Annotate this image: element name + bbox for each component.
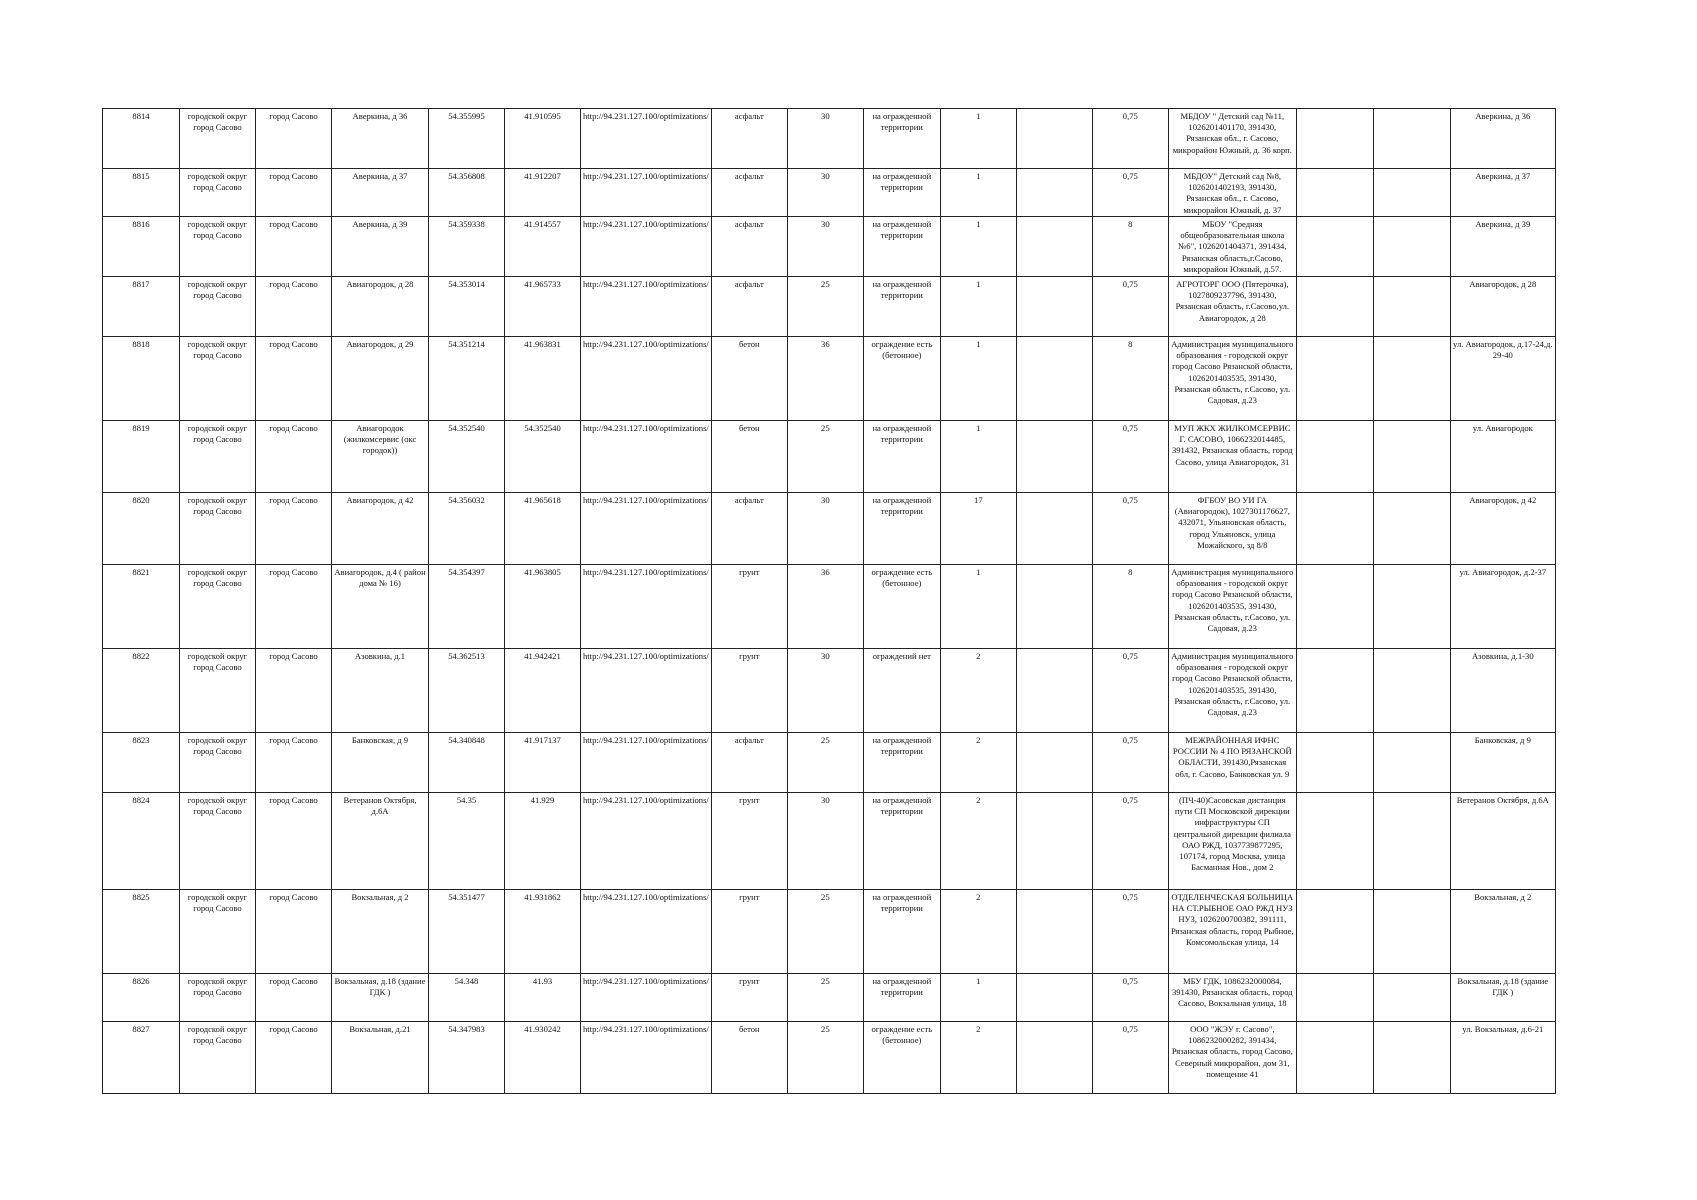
cell-surface: асфальт [711, 733, 787, 793]
cell-empty [1296, 649, 1373, 733]
cell-url: http://94.231.127.100/optimizations/ [581, 733, 712, 793]
table-row [103, 793, 1556, 890]
cell-waste-source: Ветеранов Октября, д.6А [1450, 793, 1555, 890]
cell-area: 25 [787, 974, 863, 1022]
cell-number: 8821 [103, 565, 180, 649]
cell-area: 30 [787, 649, 863, 733]
cell-empty [1296, 109, 1373, 169]
cell-url: http://94.231.127.100/optimizations/ [581, 649, 712, 733]
cell-city: город Сасово [256, 493, 332, 565]
cell-city: город Сасово [256, 733, 332, 793]
cell-latitude: 54.356032 [429, 493, 505, 565]
cell-volume: 0,75 [1092, 109, 1168, 169]
cell-area: 25 [787, 277, 863, 337]
cell-fence: на огражденной территории [863, 974, 940, 1022]
cell-number: 8817 [103, 277, 180, 337]
cell-number: 8822 [103, 649, 180, 733]
cell-empty [1016, 974, 1092, 1022]
cell-empty [1016, 1022, 1092, 1094]
cell-city: город Сасово [256, 277, 332, 337]
cell-container-count: 1 [940, 421, 1016, 493]
cell-latitude: 54.355995 [429, 109, 505, 169]
cell-empty [1016, 109, 1092, 169]
cell-fence: ограждение есть (бетонное) [863, 565, 940, 649]
cell-okrug: городской округ город Сасово [180, 565, 256, 649]
cell-waste-source: Авиагородок, д 28 [1450, 277, 1555, 337]
cell-address: Аверкина, д 39 [332, 217, 429, 277]
cell-empty [1373, 1022, 1450, 1094]
cell-latitude: 54.347983 [429, 1022, 505, 1094]
cell-container-count: 1 [940, 217, 1016, 277]
cell-city: город Сасово [256, 565, 332, 649]
cell-volume: 0,75 [1092, 733, 1168, 793]
cell-waste-source: Аверкина, д 39 [1450, 217, 1555, 277]
cell-number: 8815 [103, 169, 180, 217]
cell-empty [1296, 493, 1373, 565]
cell-empty [1296, 337, 1373, 421]
cell-latitude: 54.35 [429, 793, 505, 890]
cell-address: Ветеранов Октября, д.6А [332, 793, 429, 890]
cell-city: город Сасово [256, 649, 332, 733]
cell-fence: на огражденной территории [863, 493, 940, 565]
cell-waste-source: ул. Вокзальная, д.6-21 [1450, 1022, 1555, 1094]
cell-number: 8818 [103, 337, 180, 421]
cell-okrug: городской округ город Сасово [180, 421, 256, 493]
cell-empty [1016, 493, 1092, 565]
cell-address: Вокзальная, д 2 [332, 890, 429, 974]
cell-address: Азовкина, д.1 [332, 649, 429, 733]
cell-longitude: 41.965733 [505, 277, 581, 337]
cell-city: город Сасово [256, 974, 332, 1022]
cell-fence: ограждение есть (бетонное) [863, 337, 940, 421]
cell-surface: асфальт [711, 493, 787, 565]
cell-empty [1296, 217, 1373, 277]
table-body [103, 109, 1556, 1094]
cell-volume: 0,75 [1092, 277, 1168, 337]
cell-owner: Администрация муниципального образования - городской округ город Сасово Рязанской области, 1026201403535, 391430, Рязанская область, г.Сасово, ул. Садовая, д.23 [1168, 565, 1296, 649]
cell-empty [1373, 890, 1450, 974]
cell-waste-source: ул. Авиагородок [1450, 421, 1555, 493]
cell-longitude: 41.910595 [505, 109, 581, 169]
cell-latitude: 54.348 [429, 974, 505, 1022]
cell-owner: МБДОУ " Детский сад №11, 1026201401170, 391430, Рязанская обл., г. Сасово, микрорайон Южный, д. 36 корп. [1168, 109, 1296, 169]
cell-empty [1016, 565, 1092, 649]
cell-empty [1296, 974, 1373, 1022]
cell-fence: на огражденной территории [863, 169, 940, 217]
cell-empty [1016, 649, 1092, 733]
cell-owner: Администрация муниципального образования - городской округ город Сасово Рязанской области, 1026201403535, 391430, Рязанская область, г.Сасово, ул. Садовая, д.23 [1168, 337, 1296, 421]
cell-url: http://94.231.127.100/optimizations/ [581, 217, 712, 277]
cell-surface: асфальт [711, 217, 787, 277]
table-row [103, 733, 1556, 793]
cell-number: 8819 [103, 421, 180, 493]
cell-waste-source: ул. Авиагородок, д.2-37 [1450, 565, 1555, 649]
cell-city: город Сасово [256, 421, 332, 493]
cell-area: 25 [787, 1022, 863, 1094]
cell-waste-source: Аверкина, д 36 [1450, 109, 1555, 169]
cell-area: 30 [787, 793, 863, 890]
cell-fence: на огражденной территории [863, 217, 940, 277]
cell-longitude: 41.929 [505, 793, 581, 890]
cell-volume: 8 [1092, 337, 1168, 421]
cell-empty [1296, 733, 1373, 793]
cell-fence: на огражденной территории [863, 793, 940, 890]
cell-empty [1373, 217, 1450, 277]
cell-empty [1373, 733, 1450, 793]
cell-number: 8826 [103, 974, 180, 1022]
cell-volume: 0,75 [1092, 974, 1168, 1022]
cell-empty [1016, 890, 1092, 974]
cell-volume: 0,75 [1092, 649, 1168, 733]
cell-empty [1296, 277, 1373, 337]
cell-okrug: городской округ город Сасово [180, 890, 256, 974]
cell-container-count: 1 [940, 974, 1016, 1022]
cell-empty [1016, 421, 1092, 493]
cell-empty [1373, 277, 1450, 337]
cell-address: Авиагородок, д.4 ( район дома № 16) [332, 565, 429, 649]
cell-waste-source: ул. Авиагородок, д.17-24,д. 29-40 [1450, 337, 1555, 421]
cell-address: Аверкина, д 36 [332, 109, 429, 169]
cell-url: http://94.231.127.100/optimizations/ [581, 565, 712, 649]
cell-area: 30 [787, 493, 863, 565]
table-row [103, 890, 1556, 974]
cell-url: http://94.231.127.100/optimizations/ [581, 974, 712, 1022]
cell-okrug: городской округ город Сасово [180, 217, 256, 277]
cell-area: 30 [787, 109, 863, 169]
cell-volume: 0,75 [1092, 421, 1168, 493]
cell-waste-source: Азовкина, д.1-30 [1450, 649, 1555, 733]
cell-owner: АГРОТОРГ ООО (Пятерочка), 1027809237796, 391430, Рязанская область, г.Сасово,ул. Авиагородок, д 28 [1168, 277, 1296, 337]
cell-container-count: 1 [940, 109, 1016, 169]
cell-empty [1373, 974, 1450, 1022]
cell-okrug: городской округ город Сасово [180, 493, 256, 565]
cell-number: 8814 [103, 109, 180, 169]
cell-number: 8825 [103, 890, 180, 974]
cell-owner: МЕЖРАЙОННАЯ ИФНС РОССИИ № 4 ПО РЯЗАНСКОЙ ОБЛАСТИ, 391430,Рязанская обл, г. Сасово, Банковская ул. 9 [1168, 733, 1296, 793]
cell-container-count: 2 [940, 793, 1016, 890]
registry-table [102, 108, 1556, 1094]
cell-container-count: 2 [940, 890, 1016, 974]
cell-volume: 8 [1092, 565, 1168, 649]
cell-empty [1373, 109, 1450, 169]
cell-city: город Сасово [256, 890, 332, 974]
cell-area: 36 [787, 337, 863, 421]
cell-container-count: 2 [940, 733, 1016, 793]
cell-fence: ограждение есть (бетонное) [863, 1022, 940, 1094]
cell-number: 8824 [103, 793, 180, 890]
cell-longitude: 41.930242 [505, 1022, 581, 1094]
cell-okrug: городской округ город Сасово [180, 337, 256, 421]
table-row [103, 109, 1556, 169]
cell-surface: грунт [711, 565, 787, 649]
cell-waste-source: Банковская, д 9 [1450, 733, 1555, 793]
cell-fence: ограждений нет [863, 649, 940, 733]
cell-surface: бетон [711, 421, 787, 493]
cell-latitude: 54.362513 [429, 649, 505, 733]
table-row [103, 974, 1556, 1022]
cell-owner: (ПЧ-40)Сасовская дистанция пути СП Московской дирекции инфраструктуры СП центральной дирекции филиала ОАО РЖД, 1037739877295, 107174, город Москва, улица Басманная Нов., дом 2 [1168, 793, 1296, 890]
cell-latitude: 54.340848 [429, 733, 505, 793]
table-row [103, 649, 1556, 733]
cell-surface: бетон [711, 337, 787, 421]
cell-empty [1016, 337, 1092, 421]
cell-okrug: городской округ город Сасово [180, 793, 256, 890]
cell-latitude: 54.353014 [429, 277, 505, 337]
cell-latitude: 54.354397 [429, 565, 505, 649]
cell-area: 25 [787, 421, 863, 493]
cell-owner: МБОУ "Средняя общеобразовательная школа №6", 1026201404371, 391434, Рязанская область,г.Сасово, микрорайон Южный, д.57. [1168, 217, 1296, 277]
cell-address: Авиагородок (жилкомсервис (окс городок)) [332, 421, 429, 493]
cell-longitude: 41.931862 [505, 890, 581, 974]
cell-fence: на огражденной территории [863, 890, 940, 974]
table-row [103, 493, 1556, 565]
cell-number: 8820 [103, 493, 180, 565]
cell-surface: асфальт [711, 277, 787, 337]
cell-container-count: 2 [940, 1022, 1016, 1094]
cell-surface: грунт [711, 649, 787, 733]
cell-latitude: 54.351214 [429, 337, 505, 421]
cell-latitude: 54.351477 [429, 890, 505, 974]
cell-empty [1373, 565, 1450, 649]
cell-waste-source: Аверкина, д 37 [1450, 169, 1555, 217]
cell-volume: 8 [1092, 217, 1168, 277]
cell-latitude: 54.359338 [429, 217, 505, 277]
cell-empty [1296, 169, 1373, 217]
cell-empty [1373, 337, 1450, 421]
cell-url: http://94.231.127.100/optimizations/ [581, 277, 712, 337]
cell-address: Вокзальная, д.18 (здание ГДК ) [332, 974, 429, 1022]
cell-url: http://94.231.127.100/optimizations/ [581, 493, 712, 565]
cell-empty [1016, 217, 1092, 277]
cell-empty [1296, 793, 1373, 890]
cell-fence: на огражденной территории [863, 277, 940, 337]
cell-okrug: городской округ город Сасово [180, 733, 256, 793]
cell-container-count: 1 [940, 169, 1016, 217]
cell-empty [1373, 649, 1450, 733]
table-row [103, 169, 1556, 217]
cell-volume: 0,75 [1092, 793, 1168, 890]
cell-latitude: 54.356808 [429, 169, 505, 217]
table-row [103, 217, 1556, 277]
cell-waste-source: Вокзальная, д 2 [1450, 890, 1555, 974]
cell-longitude: 41.93 [505, 974, 581, 1022]
cell-latitude: 54.352540 [429, 421, 505, 493]
cell-waste-source: Вокзальная, д.18 (здание ГДК ) [1450, 974, 1555, 1022]
cell-address: Банковская, д 9 [332, 733, 429, 793]
cell-number: 8823 [103, 733, 180, 793]
cell-address: Авиагородок, д 42 [332, 493, 429, 565]
cell-longitude: 41.914557 [505, 217, 581, 277]
cell-address: Авиагородок, д 29 [332, 337, 429, 421]
cell-volume: 0,75 [1092, 169, 1168, 217]
cell-city: город Сасово [256, 793, 332, 890]
cell-url: http://94.231.127.100/optimizations/ [581, 337, 712, 421]
cell-surface: бетон [711, 1022, 787, 1094]
cell-okrug: городской округ город Сасово [180, 974, 256, 1022]
cell-volume: 0,75 [1092, 1022, 1168, 1094]
cell-empty [1296, 890, 1373, 974]
cell-url: http://94.231.127.100/optimizations/ [581, 421, 712, 493]
cell-volume: 0,75 [1092, 890, 1168, 974]
cell-number: 8816 [103, 217, 180, 277]
cell-url: http://94.231.127.100/optimizations/ [581, 109, 712, 169]
cell-container-count: 1 [940, 337, 1016, 421]
cell-owner: Администрация муниципального образования - городской округ город Сасово Рязанской области, 1026201403535, 391430, Рязанская область, г.Сасово, ул. Садовая, д.23 [1168, 649, 1296, 733]
cell-surface: грунт [711, 890, 787, 974]
cell-longitude: 41.963805 [505, 565, 581, 649]
cell-owner: МБДОУ" Детский сад №8, 1026201402193, 391430, Рязанская обл., г. Сасово, микрорайон Южный, д. 37 [1168, 169, 1296, 217]
cell-area: 25 [787, 733, 863, 793]
table-row [103, 337, 1556, 421]
cell-empty [1373, 421, 1450, 493]
cell-url: http://94.231.127.100/optimizations/ [581, 169, 712, 217]
cell-longitude: 41.912207 [505, 169, 581, 217]
cell-owner: МБУ ГДК, 1086232000084, 391430, Рязанская область, город Сасово, Вокзальная улица, 18 [1168, 974, 1296, 1022]
cell-owner: ООО "ЖЭУ г. Сасово", 1086232000282, 391434, Рязанская область, город Сасово, Северный микрорайон, дом 31, помещение 41 [1168, 1022, 1296, 1094]
cell-okrug: городской округ город Сасово [180, 109, 256, 169]
cell-url: http://94.231.127.100/optimizations/ [581, 1022, 712, 1094]
cell-okrug: городской округ город Сасово [180, 169, 256, 217]
cell-city: город Сасово [256, 337, 332, 421]
cell-container-count: 1 [940, 277, 1016, 337]
cell-empty [1016, 733, 1092, 793]
cell-okrug: городской округ город Сасово [180, 277, 256, 337]
cell-empty [1016, 277, 1092, 337]
cell-empty [1296, 565, 1373, 649]
cell-address: Авиагородок, д 28 [332, 277, 429, 337]
cell-city: город Сасово [256, 109, 332, 169]
table-row [103, 1022, 1556, 1094]
cell-city: город Сасово [256, 217, 332, 277]
cell-waste-source: Авиагородок, д 42 [1450, 493, 1555, 565]
cell-longitude: 41.942421 [505, 649, 581, 733]
cell-longitude: 41.963831 [505, 337, 581, 421]
cell-address: Аверкина, д 37 [332, 169, 429, 217]
cell-container-count: 17 [940, 493, 1016, 565]
cell-owner: ФГБОУ ВО УИ ГА (Авиагородок), 1027301176627, 432071, Ульяновская область, город Ульяновск, улица Можайского, зд 8/8 [1168, 493, 1296, 565]
cell-area: 25 [787, 890, 863, 974]
cell-surface: грунт [711, 974, 787, 1022]
cell-longitude: 41.917137 [505, 733, 581, 793]
table-row [103, 277, 1556, 337]
cell-empty [1373, 169, 1450, 217]
cell-surface: асфальт [711, 169, 787, 217]
cell-fence: на огражденной территории [863, 733, 940, 793]
cell-fence: на огражденной территории [863, 421, 940, 493]
cell-empty [1373, 793, 1450, 890]
cell-empty [1296, 421, 1373, 493]
cell-fence: на огражденной территории [863, 109, 940, 169]
cell-empty [1296, 1022, 1373, 1094]
cell-longitude: 54.352540 [505, 421, 581, 493]
cell-container-count: 1 [940, 565, 1016, 649]
cell-number: 8827 [103, 1022, 180, 1094]
cell-address: Вокзальная, д.21 [332, 1022, 429, 1094]
cell-city: город Сасово [256, 1022, 332, 1094]
cell-okrug: городской округ город Сасово [180, 1022, 256, 1094]
cell-owner: ОТДЕЛЕНЧЕСКАЯ БОЛЬНИЦА НА СТ.РЫБНОЕ ОАО РЖД НУЗ НУЗ, 1026200700382, 391111, Рязанская область, город Рыбное, Комсомольская улица, 14 [1168, 890, 1296, 974]
cell-url: http://94.231.127.100/optimizations/ [581, 890, 712, 974]
cell-surface: асфальт [711, 109, 787, 169]
cell-area: 30 [787, 217, 863, 277]
table-row [103, 421, 1556, 493]
cell-owner: МУП ЖКХ ЖИЛКОМСЕРВИС Г. САСОВО, 1066232014485, 391432, Рязанская область, город Сасово, улица Авиагородок, 31 [1168, 421, 1296, 493]
cell-longitude: 41.965618 [505, 493, 581, 565]
cell-empty [1016, 793, 1092, 890]
cell-city: город Сасово [256, 169, 332, 217]
cell-area: 30 [787, 169, 863, 217]
cell-container-count: 2 [940, 649, 1016, 733]
cell-url: http://94.231.127.100/optimizations/ [581, 793, 712, 890]
cell-area: 36 [787, 565, 863, 649]
cell-empty [1373, 493, 1450, 565]
cell-okrug: городской округ город Сасово [180, 649, 256, 733]
cell-volume: 0,75 [1092, 493, 1168, 565]
cell-empty [1016, 169, 1092, 217]
table-row [103, 565, 1556, 649]
cell-surface: грунт [711, 793, 787, 890]
